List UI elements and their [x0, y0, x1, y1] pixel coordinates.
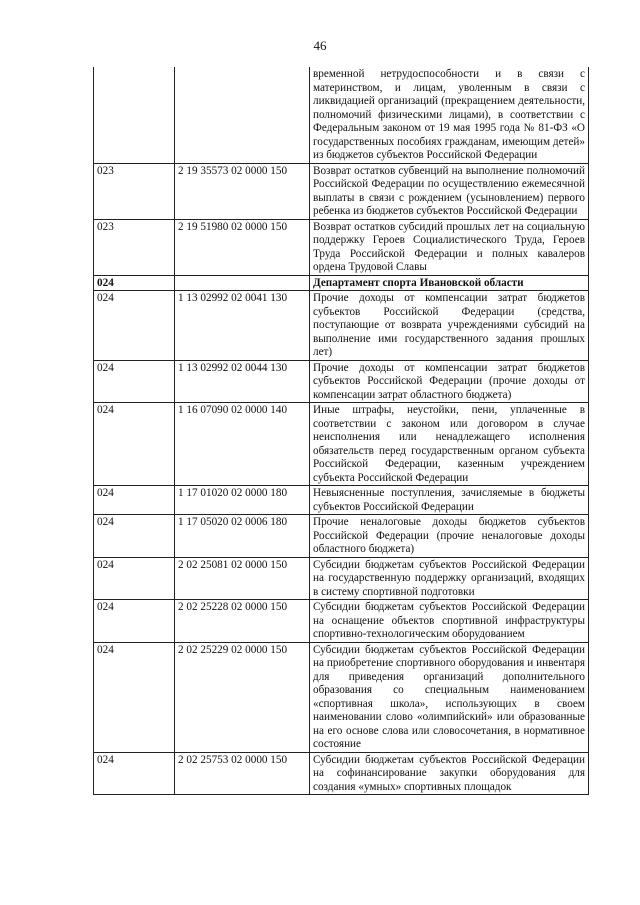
- budget-code-cell: 1 13 02992 02 0041 130: [175, 291, 310, 361]
- description-cell: Субсидии бюджетам субъектов Российской Федерации на государственную поддержку организаций, входящих в систему спортивной подготовки: [310, 557, 589, 600]
- revenue-classification-table: [93, 67, 589, 795]
- admin-code-cell: 024: [94, 600, 175, 643]
- table-row: [94, 557, 589, 600]
- description-cell: Прочие доходы от компенсации затрат бюджетов субъектов Российской Федерации (прочие доходы от компенсации затрат областного бюджета): [310, 360, 589, 403]
- description-cell: Субсидии бюджетам субъектов Российской Федерации на приобретение спортивного оборудования и инвентаря для приведения организаций дополнительного образования со специальным наименованием «спортивная школа», использующих в своем наименовании слово «олимпийский» или образованные на его основе слова или словосочетания, в нормативное состояние: [310, 642, 589, 752]
- description-cell: Прочие неналоговые доходы бюджетов субъектов Российской Федерации (прочие неналоговые доходы областного бюджета): [310, 515, 589, 558]
- table-row: [94, 515, 589, 558]
- table-row: [94, 752, 589, 795]
- description-cell: Возврат остатков субсидий прошлых лет на социальную поддержку Героев Социалистического Труда, Героев Труда Российской Федерации и полных кавалеров ордена Трудовой Славы: [310, 219, 589, 275]
- admin-code-cell: 023: [94, 163, 175, 219]
- table-row: [94, 291, 589, 361]
- admin-code-cell: [94, 67, 175, 163]
- table-row: [94, 360, 589, 403]
- budget-code-cell: [175, 67, 310, 163]
- description-cell: временной нетрудоспособности и в связи с материнством, и лицам, уволенным в связи с ликвидацией организаций (прекращением деятельности, полномочий физическими лицами), в соответствии с Федеральным законом от 19 мая 1995 года № 81-ФЗ «О государственных пособиях гражданам, имеющим детей» из бюджетов субъектов Российской Федерации: [310, 67, 589, 163]
- budget-code-cell: 2 02 25081 02 0000 150: [175, 557, 310, 600]
- admin-code-cell: 024: [94, 360, 175, 403]
- table-row: [94, 219, 589, 275]
- section-header-row: [94, 275, 589, 291]
- description-cell: Возврат остатков субвенций на выполнение полномочий Российской Федерации по осуществлению ежемесячной выплаты в связи с рождением (усыновлением) первого ребенка из бюджетов субъектов Российской Федерации: [310, 163, 589, 219]
- description-cell: Иные штрафы, неустойки, пени, уплаченные в соответствии с законом или договором в случае неисполнения или ненадлежащего исполнения обязательств перед государственным органом субъекта Российской Федерации, казенным учреждением субъекта Российской Федерации: [310, 403, 589, 486]
- table-row: [94, 403, 589, 486]
- table-row: [94, 600, 589, 643]
- table-row: [94, 642, 589, 752]
- admin-code-cell: 024: [94, 515, 175, 558]
- budget-code-cell: 2 02 25228 02 0000 150: [175, 600, 310, 643]
- budget-code-cell: 1 16 07090 02 0000 140: [175, 403, 310, 486]
- admin-code-cell: 024: [94, 486, 175, 515]
- budget-code-cell: 1 13 02992 02 0044 130: [175, 360, 310, 403]
- admin-code-cell: 024: [94, 752, 175, 795]
- description-cell: Прочие доходы от компенсации затрат бюджетов субъектов Российской Федерации (средства, поступающие от возврата учреждениями субсидий на выполнение ими государственного задания прошлых лет): [310, 291, 589, 361]
- budget-code-cell: 2 02 25229 02 0000 150: [175, 642, 310, 752]
- table-row: [94, 163, 589, 219]
- budget-code-cell: 2 02 25753 02 0000 150: [175, 752, 310, 795]
- admin-code-cell: 024: [94, 642, 175, 752]
- budget-code-cell: 2 19 51980 02 0000 150: [175, 219, 310, 275]
- admin-code-cell: 024: [94, 275, 175, 291]
- admin-code-cell: 024: [94, 557, 175, 600]
- description-cell: Невыясненные поступления, зачисляемые в бюджеты субъектов Российской Федерации: [310, 486, 589, 515]
- table-row: [94, 67, 589, 163]
- description-cell: Субсидии бюджетам субъектов Российской Федерации на оснащение объектов спортивной инфраструктуры спортивно-технологическим оборудованием: [310, 600, 589, 643]
- budget-code-cell: 2 19 35573 02 0000 150: [175, 163, 310, 219]
- budget-code-cell: 1 17 01020 02 0000 180: [175, 486, 310, 515]
- table-row: [94, 486, 589, 515]
- description-cell: Субсидии бюджетам субъектов Российской Федерации на софинансирование закупки оборудования для создания «умных» спортивных площадок: [310, 752, 589, 795]
- admin-code-cell: 023: [94, 219, 175, 275]
- description-cell: Департамент спорта Ивановской области: [310, 275, 589, 291]
- budget-code-cell: [175, 275, 310, 291]
- page-number: 46: [313, 38, 327, 53]
- admin-code-cell: 024: [94, 403, 175, 486]
- budget-code-cell: 1 17 05020 02 0006 180: [175, 515, 310, 558]
- admin-code-cell: 024: [94, 291, 175, 361]
